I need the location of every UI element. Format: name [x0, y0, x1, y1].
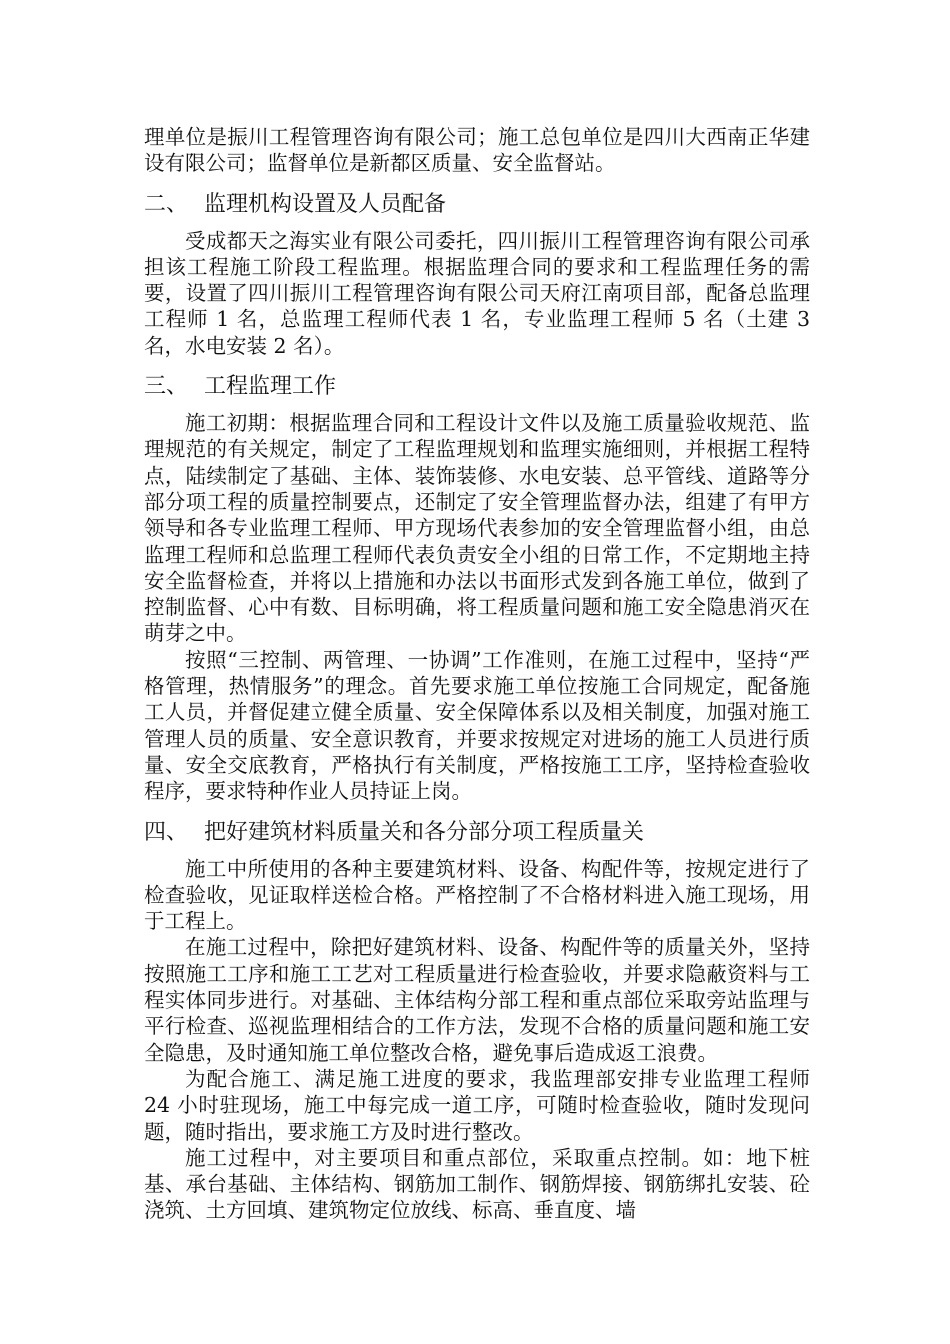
body-paragraph: 按照“三控制、两管理、一协调”工作准则，在施工过程中，坚持“严格管理，热情服务”的理念。首先要求施工单位按施工合同规定，配备施工人员，并督促建立健全质量、安全保障体系以及相关制度，加强对施工管理人员的质量、安全意识教育，并要求按规定对进场的施工人员进行质量、安全交底教育，严格执行有关制度，严格按施工工序，坚持检查验收程序，要求特种作业人员持证上岗。 — [144, 647, 810, 804]
section-title: 监理机构设置及人员配备 — [204, 191, 447, 217]
section-title: 把好建筑材料质量关和各分部分项工程质量关 — [204, 819, 645, 845]
section-heading — [144, 191, 810, 219]
section-heading — [144, 819, 810, 847]
section-number: 二、 — [144, 191, 189, 217]
body-paragraph: 受成都天之海实业有限公司委托，四川振川工程管理咨询有限公司承担该工程施工阶段工程监理。根据监理合同的要求和工程监理任务的需要，设置了四川振川工程管理咨询有限公司天府江南项目部，配备总监理工程师 1 名，总监理工程师代表 1 名，专业监理工程师 5 名（土建 3 名，水电安装 2 名）。 — [144, 228, 810, 358]
body-paragraph: 施工过程中，对主要项目和重点部位，采取重点控制。如：地下桩基、承台基础、主体结构、钢筋加工制作、钢筋焊接、钢筋绑扎安装、砼浇筑、土方回填、建筑物定位放线、标高、垂直度、墙 — [144, 1145, 810, 1223]
section-title: 工程监理工作 — [204, 374, 337, 400]
body-paragraph: 施工初期：根据监理合同和工程设计文件以及施工质量验收规范、监理规范的有关规定，制定了工程监理规划和监理实施细则，并根据工程特点，陆续制定了基础、主体、装饰装修、水电安装、总平管线、道路等分部分项工程的质量控制要点，还制定了安全管理监督办法，组建了有甲方领导和各专业监理工程师、甲方现场代表参加的安全管理监督小组，由总监理工程师和总监理工程师代表负责安全小组的日常工作，不定期地主持安全监督检查，并将以上措施和办法以书面形式发到各施工单位，做到了控制监督、心中有数、目标明确，将工程质量问题和施工安全隐患消灭在萌芽之中。 — [144, 411, 810, 646]
intro-paragraph: 理单位是振川工程管理咨询有限公司；施工总包单位是四川大西南正华建设有限公司；监督单位是新都区质量、安全监督站。 — [144, 125, 810, 176]
section-2 — [144, 191, 810, 359]
section-number: 三、 — [144, 374, 189, 400]
body-paragraph: 为配合施工、满足施工进度的要求，我监理部安排专业监理工程师 24 小时驻现场，施工中每完成一道工序，可随时检查验收，随时发现问题，随时指出，要求施工方及时进行整改。 — [144, 1066, 810, 1144]
section-3 — [144, 373, 810, 804]
section-number: 四、 — [144, 819, 189, 845]
document-page — [144, 124, 810, 1224]
section-4 — [144, 819, 810, 1224]
body-paragraph: 在施工过程中，除把好建筑材料、设备、构配件等的质量关外，坚持按照施工工序和施工工艺对工程质量进行检查验收，并要求隐蔽资料与工程实体同步进行。对基础、主体结构分部工程和重点部位采取旁站监理与平行检查、巡视监理相结合的工作方法，发现不合格的质量问题和施工安全隐患，及时通知施工单位整改合格，避免事后造成返工浪费。 — [144, 935, 810, 1065]
section-heading — [144, 373, 810, 401]
body-paragraph: 施工中所使用的各种主要建筑材料、设备、构配件等，按规定进行了检查验收，见证取样送检合格。严格控制了不合格材料进入施工现场，用于工程上。 — [144, 856, 810, 934]
